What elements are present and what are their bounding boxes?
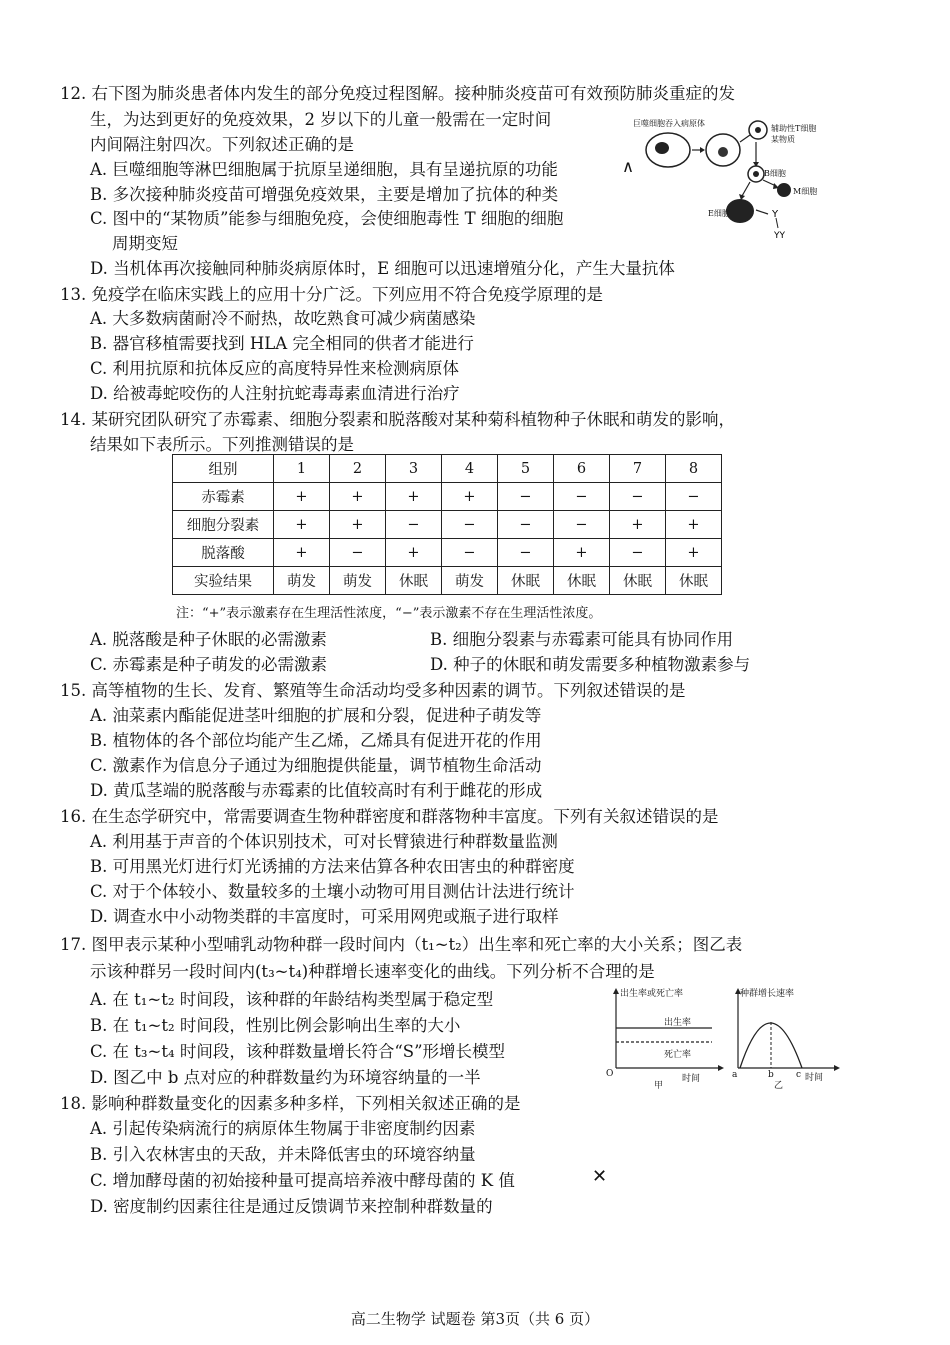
graph-jia-svg (604, 988, 724, 1088)
q18-option-d: D. 密度制约因素往往是通过反馈调节来控制种群数量的 (90, 1197, 493, 1216)
table-cell: 5 (498, 455, 554, 483)
table-cell: 7 (610, 455, 666, 483)
macrophage-nucleus (655, 142, 669, 154)
q16-option-b: B. 可用黑光灯进行灯光诱捕的方法来估算各种农田害虫的种群密度 (90, 857, 575, 876)
table-cell: − (498, 483, 554, 511)
table-cell: − (442, 539, 498, 567)
table-cell: 萌发 (330, 567, 386, 595)
q17-option-a: A. 在 t₁~t₂ 时间段，该种群的年龄结构类型属于稳定型 (90, 990, 494, 1009)
table-row (173, 511, 722, 539)
table-cell: + (442, 483, 498, 511)
table-cell: 休眠 (666, 567, 722, 595)
table-cell: + (386, 483, 442, 511)
table-cell: − (498, 511, 554, 539)
table-header-row (173, 455, 722, 483)
q16-option-c: C. 对于个体较小、数量较多的土壤小动物可用目测估计法进行统计 (90, 882, 575, 901)
q14-stem-line2: 结果如下表所示。下列推测错误的是 (90, 435, 354, 454)
page-footer: 高二生物学 试题卷 第3页（共 6 页） (350, 1310, 600, 1328)
table-cell: 2 (330, 455, 386, 483)
e-cell (726, 199, 754, 223)
q15-stem: 15. 高等植物的生长、发育、繁殖等生命活动均受多种因素的调节。下列叙述错误的是 (60, 681, 686, 700)
table-cell: 细胞分裂素 (173, 511, 274, 539)
q12-option-d: D. 当机体再次接触同种肺炎病原体时，E 细胞可以迅速增殖分化，产生大量抗体 (90, 259, 675, 278)
table-cell: + (666, 539, 722, 567)
handwritten-cross-mark: ✕ (592, 1166, 608, 1187)
graph-yi (730, 988, 840, 1091)
table-cell: + (274, 539, 330, 567)
q16-stem: 16. 在生态学研究中，常需要调查生物种群密度和群落物种丰富度。下列有关叙述错误的是 (60, 807, 719, 826)
q12-option-b: B. 多次接种肺炎疫苗可增强免疫效果，主要是增加了抗体的种类 (90, 185, 559, 204)
q15-option-b: B. 植物体的各个部位均能产生乙烯，乙烯具有促进开花的作用 (90, 731, 542, 750)
table-cell: + (386, 539, 442, 567)
q15-option-c: C. 激素作为信息分子通过为细胞提供能量，调节植物生命活动 (90, 756, 542, 775)
table-cell: + (330, 483, 386, 511)
graph-yi-c-label: c (796, 1070, 802, 1080)
q12-stem-line1: 12. 右下图为肺炎患者体内发生的部分免疫过程图解。接种肺炎疫苗可有效预防肺炎重症的发 (60, 84, 735, 103)
diagram-label-b-cell: B细胞 (764, 169, 786, 178)
diagram-label-m-cell: M细胞 (793, 187, 818, 196)
table-cell: 休眠 (610, 567, 666, 595)
q16-option-a: A. 利用基于声音的个体识别技术，可对长臂猿进行种群数量监测 (90, 832, 558, 851)
table-cell: + (274, 483, 330, 511)
diagram-label-substance: 某物质 (771, 135, 795, 144)
table-cell: 萌发 (442, 567, 498, 595)
table-cell: 8 (666, 455, 722, 483)
table-cell: 休眠 (386, 567, 442, 595)
antibody-icon-2: YY (774, 231, 785, 240)
q17-option-d: D. 图乙中 b 点对应的种群数量约为环境容纳量的一半 (90, 1068, 481, 1087)
graph-yi-a-label: a (732, 1070, 738, 1080)
antibody-icon: Y (772, 209, 779, 220)
q12-option-c-cont: 周期变短 (112, 234, 178, 253)
table-cell: 脱落酸 (173, 539, 274, 567)
q14-option-a: A. 脱落酸是种子休眠的必需激素 (90, 630, 327, 649)
graph-jia-xlabel: 时间 (682, 1074, 701, 1084)
table-cell: 6 (554, 455, 610, 483)
table-cell: − (610, 483, 666, 511)
q12-stem-line3: 内间隔注射四次。下列叙述正确的是 (90, 135, 354, 154)
graph-yi-svg (730, 988, 840, 1088)
immune-process-diagram (628, 110, 843, 240)
table-row (173, 539, 722, 567)
table-cell: − (498, 539, 554, 567)
graph-yi-caption: 乙 (774, 1081, 784, 1091)
graph-jia-death-label: 死亡率 (664, 1050, 692, 1060)
table-cell: 休眠 (554, 567, 610, 595)
graph-jia (604, 988, 724, 1091)
table-cell: − (330, 539, 386, 567)
q14-option-c: C. 赤霉素是种子萌发的必需激素 (90, 655, 328, 674)
table-cell: − (554, 483, 610, 511)
q18-stem: 18. 影响种群数量变化的因素多种多样，下列相关叙述正确的是 (60, 1094, 521, 1113)
q14-stem-line1: 14. 某研究团队研究了赤霉素、细胞分裂素和脱落酸对某种菊科植物种子休眠和萌发的影响， (60, 410, 735, 429)
q17-stem-line2: 示该种群另一段时间内(t₃~t₄)种群增长速率变化的曲线。下列分析不合理的是 (90, 962, 655, 981)
table-cell: 3 (386, 455, 442, 483)
graph-yi-b-label: b (768, 1070, 774, 1080)
table-row (173, 567, 722, 595)
q13-option-b: B. 器官移植需要找到 HLA 完全相同的供者才能进行 (90, 334, 474, 353)
table-cell: − (666, 483, 722, 511)
table-cell: 萌发 (274, 567, 330, 595)
q17-option-b: B. 在 t₁~t₂ 时间段，性别比例会影响出生率的大小 (90, 1016, 461, 1035)
q14-option-d: D. 种子的休眠和萌发需要多种植物激素参与 (430, 655, 751, 674)
q13-option-c: C. 利用抗原和抗体反应的高度特异性来检测病原体 (90, 359, 460, 378)
q18-option-b: B. 引入农林害虫的天敌，并未降低害虫的环境容纳量 (90, 1145, 476, 1164)
q17-option-c: C. 在 t₃~t₄ 时间段，该种群数量增长符合“S”形增长模型 (90, 1042, 506, 1061)
graph-jia-birth-label: 出生率 (664, 1018, 692, 1028)
table-cell: − (386, 511, 442, 539)
table-cell: + (666, 511, 722, 539)
table-row (173, 483, 722, 511)
diagram-label-engulf: 巨噬细胞吞入病原体 (633, 119, 705, 128)
q18-option-c: C. 增加酵母菌的初始接种量可提高培养液中酵母菌的 K 值 (90, 1171, 515, 1190)
q16-option-d: D. 调查水中小动物类群的丰富度时，可采用网兜或瓶子进行取样 (90, 907, 559, 926)
table-cell: 4 (442, 455, 498, 483)
table-cell: 赤霉素 (173, 483, 274, 511)
q12-stem-line2: 生，为达到更好的免疫效果，2 岁以下的儿童一般需在一定时间 (90, 110, 552, 129)
graph-yi-xlabel: 时间 (805, 1073, 824, 1083)
q12-option-a: A. 巨噬细胞等淋巴细胞属于抗原呈递细胞，具有呈递抗原的功能 (90, 160, 558, 179)
graph-yi-ylabel: 种群增长速率 (740, 989, 795, 999)
table-cell: − (442, 511, 498, 539)
graph-jia-ylabel: 出生率或死亡率 (620, 989, 684, 999)
q14-option-b: B. 细胞分裂素与赤霉素可能具有协同作用 (430, 630, 734, 649)
graph-jia-caption: 甲 (654, 1081, 664, 1091)
q13-stem: 13. 免疫学在临床实践上的应用十分广泛。下列应用不符合免疫学原理的是 (60, 285, 603, 304)
table-cell: 1 (274, 455, 330, 483)
table-cell: 休眠 (498, 567, 554, 595)
table-cell: − (554, 511, 610, 539)
q13-option-d: D. 给被毒蛇咬伤的人注射抗蛇毒毒素血清进行治疗 (90, 384, 460, 403)
hormone-experiment-table (172, 454, 722, 595)
q15-option-d: D. 黄瓜茎端的脱落酸与赤霉素的比值较高时有利于雌花的形成 (90, 781, 543, 800)
q12-option-c: C. 图中的“某物质”能参与细胞免疫，会使细胞毒性 T 细胞的细胞 (90, 209, 564, 228)
table-cell: + (610, 511, 666, 539)
table-cell: − (610, 539, 666, 567)
table-cell: + (330, 511, 386, 539)
q18-option-a: A. 引起传染病流行的病原体生物属于非密度制约因素 (90, 1119, 476, 1138)
handwritten-caret-mark: ∧ (622, 157, 635, 176)
diagram-label-e-cell: E细胞 (708, 209, 730, 218)
graph-jia-origin: O (606, 1069, 614, 1079)
table-cell: + (554, 539, 610, 567)
q17-stem-line1: 17. 图甲表示某种小型哺乳动物种群一段时间内（t₁~t₂）出生率和死亡率的大小关系；图乙表 (60, 935, 743, 954)
table-cell: 实验结果 (173, 567, 274, 595)
diagram-label-helper-t: 辅助性T细胞 (771, 124, 817, 133)
m-cell (777, 183, 791, 197)
q13-option-a: A. 大多数病菌耐冷不耐热，故吃熟食可减少病菌感染 (90, 309, 476, 328)
table-cell: + (274, 511, 330, 539)
q14-table-note: 注：“+”表示激素存在生理活性浓度，“−”表示激素不存在生理活性浓度。 (176, 606, 602, 621)
q15-option-a: A. 油菜素内酯能促进茎叶细胞的扩展和分裂，促进种子萌发等 (90, 706, 542, 725)
table-cell: 组别 (173, 455, 274, 483)
